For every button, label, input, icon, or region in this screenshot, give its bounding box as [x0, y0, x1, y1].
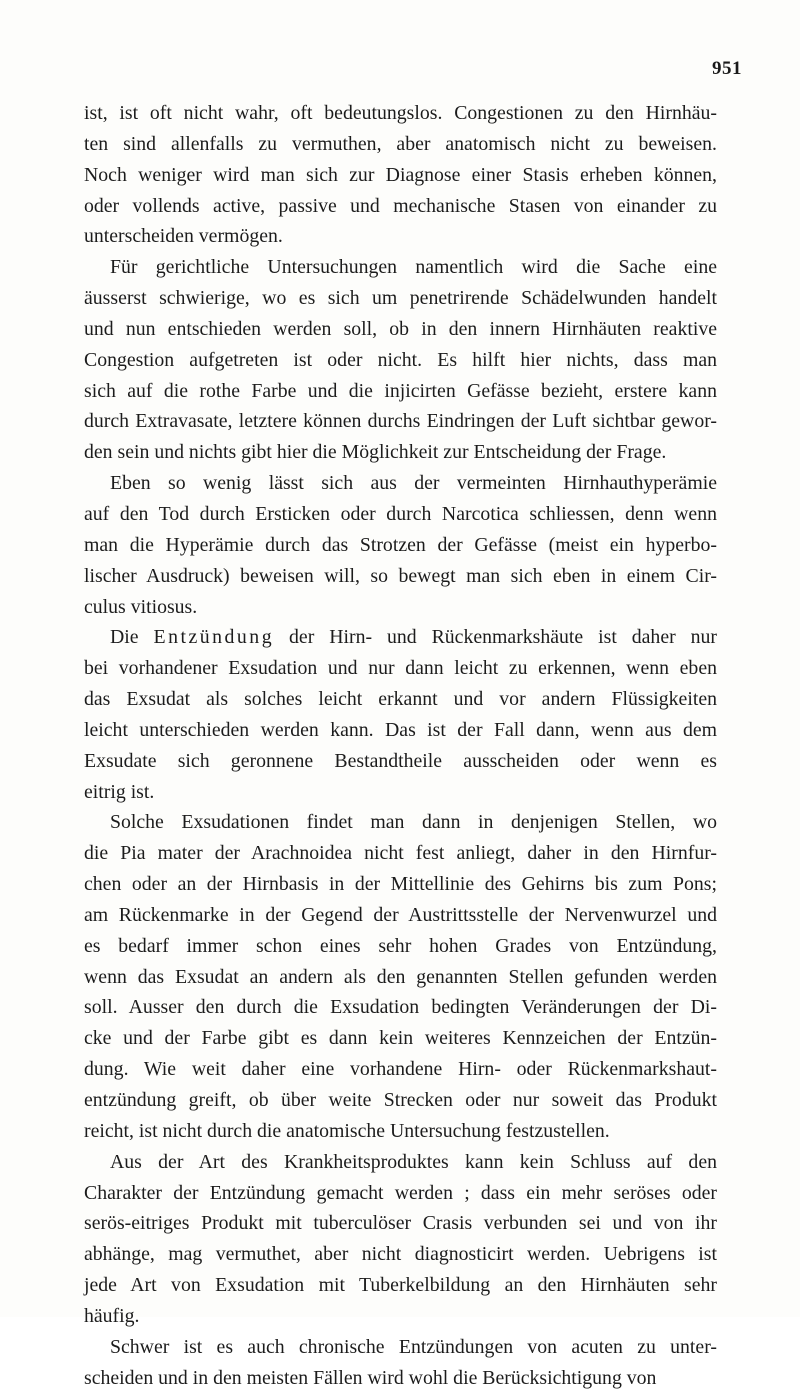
paragraph — [84, 98, 717, 252]
text-line: lischer Ausdruck) beweisen will, so bewegt man sich eben in einem Cir- — [84, 564, 717, 587]
text-line: culus vitiosus. — [84, 595, 198, 618]
text-line: entzündung greift, ob über weite Strecken oder nur soweit das Produkt — [84, 1089, 717, 1111]
text-line: scheiden und in den meisten Fällen wird wohl die Berücksichtigung von — [84, 1366, 657, 1389]
text-line: Congestion aufgetreten ist oder nicht. Es hilft hier nichts, dass man — [84, 348, 717, 371]
text-line: man die Hyperämie durch das Strotzen der Gefässe (meist ein hyperbo- — [84, 533, 717, 556]
spaced-term: Entzündung — [153, 626, 275, 649]
text-line: jede Art von Exsudation mit Tuberkelbildung an den Hirnhäuten sehr — [84, 1274, 717, 1297]
paragraph — [84, 807, 717, 1146]
text-line: chen oder an der Hirnbasis in der Mittellinie des Gehirns bis zum Pons; — [84, 873, 717, 896]
text-line: äusserst schwierige, wo es sich um penetrirende Schädelwunden handelt — [84, 287, 717, 310]
text-line: reicht, ist nicht durch die anatomische Untersuchung festzustellen. — [84, 1119, 610, 1142]
text-line: eitrig ist. — [84, 780, 155, 803]
text-line: oder vollends active, passive und mechanische Stasen von einander zu — [84, 194, 717, 217]
text-line: soll. Ausser den durch die Exsudation bedingten Veränderungen der Di- — [84, 996, 717, 1019]
text-line: sich auf die rothe Farbe und die injicirten Gefässe bezieht, erstere kann — [84, 379, 717, 402]
text-line: dung. Wie weit daher eine vorhandene Hirn- oder Rückenmarkshaut- — [84, 1058, 717, 1081]
lead-word: Die — [110, 626, 139, 649]
text-line: Charakter der Entzündung gemacht werden ; dass ein mehr seröses oder — [84, 1181, 717, 1204]
text-line: abhänge, mag vermuthet, aber nicht diagnosticirt werden. Uebrigens ist — [84, 1243, 717, 1266]
text-line: leicht unterschieden werden kann. Das ist der Fall dann, wenn aus dem — [84, 718, 717, 741]
text-line: Eben so wenig lässt sich aus der vermeinten Hirnhauthyperämie — [110, 472, 717, 495]
paragraph — [84, 252, 717, 468]
text-line: Exsudate sich geronnene Bestandtheile ausscheiden oder wenn es — [84, 749, 717, 772]
text-line: bei vorhandener Exsudation und nur dann leicht zu erkennen, wenn eben — [84, 657, 717, 680]
text-line: ten sind allenfalls zu vermuthen, aber anatomisch nicht zu beweisen. — [84, 132, 717, 155]
text-line: Schwer ist es auch chronische Entzündungen von acuten zu unter- — [110, 1335, 717, 1358]
text-line: und nun entschieden werden soll, ob in den innern Hirnhäuten reaktive — [84, 317, 717, 340]
paragraph — [84, 1147, 717, 1332]
text-line: Noch weniger wird man sich zur Diagnose einer Stasis erheben können, — [84, 163, 717, 186]
text-line: Aus der Art des Krankheitsproduktes kann kein Schluss auf den — [110, 1150, 717, 1173]
paragraph — [84, 1332, 717, 1393]
page-number: 951 — [712, 58, 742, 79]
body-text — [84, 98, 717, 1393]
text-line — [84, 622, 717, 653]
text-line: Für gerichtliche Untersuchungen namentlich wird die Sache eine — [110, 256, 717, 279]
text-line: unterscheiden vermögen. — [84, 225, 283, 248]
paragraph — [84, 622, 717, 807]
text-line: es bedarf immer schon eines sehr hohen Grades von Entzündung, — [84, 934, 717, 957]
text-line: durch Extravasate, letztere können durchs Eindringen der Luft sichtbar gewor- — [84, 410, 717, 433]
paragraph — [84, 468, 717, 622]
text-line: die Pia mater der Arachnoidea nicht fest anliegt, daher in den Hirnfur- — [84, 842, 717, 865]
text-line: am Rückenmarke in der Gegend der Austrittsstelle der Nervenwurzel und — [84, 903, 717, 926]
text-line: auf den Tod durch Ersticken oder durch Narcotica schliessen, denn wenn — [84, 502, 717, 525]
text-line: Solche Exsudationen findet man dann in denjenigen Stellen, wo — [110, 811, 717, 834]
text-line: das Exsudat als solches leicht erkannt und vor andern Flüssigkeiten — [84, 688, 717, 711]
text-line: wenn das Exsudat an andern als den genannten Stellen gefunden werden — [84, 965, 717, 988]
text-line: häufig. — [84, 1304, 140, 1327]
text-line: serös-eitriges Produkt mit tuberculöser Crasis verbunden sei und von ihr — [84, 1212, 717, 1235]
text-line: den sein und nichts gibt hier die Möglichkeit zur Entscheidung der Frage. — [84, 441, 667, 464]
text-line: cke und der Farbe gibt es dann kein weiteres Kennzeichen der Entzün- — [84, 1027, 717, 1050]
line-text: der Hirn- und Rückenmarkshäute ist daher nur — [289, 626, 717, 649]
text-line: ist, ist oft nicht wahr, oft bedeutungslos. Congestionen zu den Hirnhäu- — [84, 102, 717, 124]
